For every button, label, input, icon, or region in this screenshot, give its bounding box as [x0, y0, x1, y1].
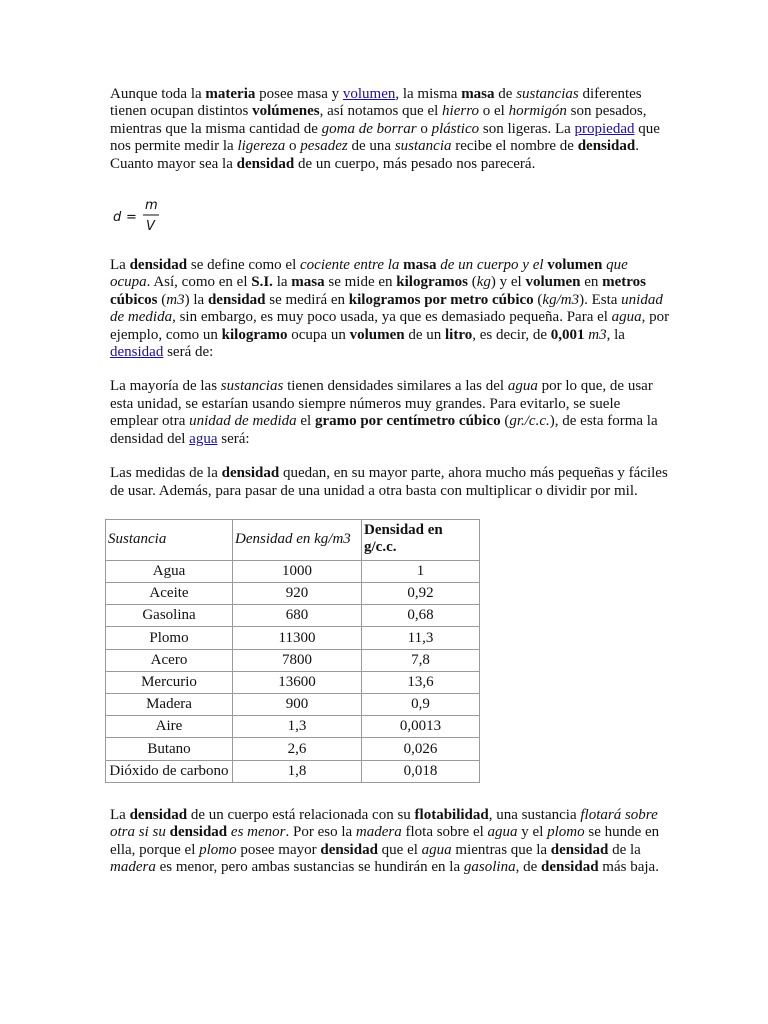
cell-sustancia: Aceite: [106, 583, 233, 605]
cell-sustancia: Mercurio: [106, 671, 233, 693]
cell-sustancia: Butano: [106, 738, 233, 760]
table-row: [106, 560, 480, 582]
paragraph-intro: Aunque toda la materia posee masa y volumen, la misma masa de sustancias diferentes tienen ocupan distintos volúmenes, así notamos que el hierro o el hormigón son pesados, mientras que la misma cantidad de goma de borrar o plástico son ligeras. La propiedad que nos permite medir la ligereza o pesadez de una sustancia recibe el nombre de densidad. Cuanto mayor sea la densidad de un cuerpo, más pesado nos parecerá.: [110, 86, 660, 172]
cell-gcc: 0,9: [362, 694, 480, 716]
cell-sustancia: Gasolina: [106, 605, 233, 627]
formula-lhs: d: [113, 210, 122, 226]
cell-gcc: 0,026: [362, 738, 480, 760]
paragraph-definition: La densidad se define como el cociente entre la masa de un cuerpo y el volumen que ocupa. Así, como en el S.I. la masa se mide en kilogramos (kg) y el volumen en metros cúbicos (m3) la densidad se medirá en kilogramos por metro cúbico (kg/m3). Esta unidad de medida, sin embargo, es muy poco usada, ya que es demasiado pequeña. Para el agua, por ejemplo, como un kilogramo ocupa un volumen de un litro, es decir, de 0,001 m3, la densidad será de:: [110, 257, 670, 361]
formula-eq: =: [126, 210, 137, 226]
table-row: [106, 716, 480, 738]
document-page: [110, 86, 670, 893]
link-propiedad[interactable]: propiedad: [574, 120, 635, 137]
table-row: [106, 671, 480, 693]
cell-kgm3: 1,8: [233, 760, 362, 782]
link-densidad[interactable]: densidad: [110, 344, 164, 361]
table-row: [106, 605, 480, 627]
cell-gcc: 0,018: [362, 760, 480, 782]
paragraph-units: La mayoría de las sustancias tienen densidades similares a las del agua por lo que, de usar esta unidad, se estarían usando siempre números muy grandes. Para evitarlo, se suele emplear otra unidad de medida el gramo por centímetro cúbico (gr./c.c.), de esta forma la densidad del agua será:: [110, 378, 658, 447]
cell-kgm3: 13600: [233, 671, 362, 693]
paragraph-flotabilidad: La densidad de un cuerpo está relacionada con su flotabilidad, una sustancia flotará sobre otra si su densidad es menor. Por eso la madera flota sobre el agua y el plomo se hunde en ella, porque el plomo posee mayor densidad que el agua mientras que la densidad de la madera es menor, pero ambas sustancias se hundirán en la gasolina, de densidad más baja.: [110, 806, 660, 875]
cell-kgm3: 920: [233, 583, 362, 605]
cell-sustancia: Aire: [106, 716, 233, 738]
cell-gcc: 0,68: [362, 605, 480, 627]
table-row: [106, 583, 480, 605]
cell-sustancia: Madera: [106, 694, 233, 716]
cell-kgm3: 1,3: [233, 716, 362, 738]
cell-kgm3: 2,6: [233, 738, 362, 760]
cell-sustancia: Acero: [106, 649, 233, 671]
cell-sustancia: Plomo: [106, 627, 233, 649]
density-table: [105, 519, 480, 783]
cell-sustancia: Dióxido de carbono: [106, 760, 233, 782]
cell-sustancia: Agua: [106, 560, 233, 582]
cell-kgm3: 11300: [233, 627, 362, 649]
formula-denominator: V: [146, 219, 155, 234]
cell-gcc: 11,3: [362, 627, 480, 649]
table-row: [106, 760, 480, 782]
table-header-gcc: Densidad en g/c.c.: [362, 519, 480, 560]
cell-gcc: 0,0013: [362, 716, 480, 738]
link-agua[interactable]: agua: [189, 430, 218, 447]
cell-gcc: 13,6: [362, 671, 480, 693]
cell-gcc: 7,8: [362, 649, 480, 671]
table-row: [106, 738, 480, 760]
cell-gcc: 0,92: [362, 583, 480, 605]
formula-numerator: m: [145, 198, 158, 214]
cell-kgm3: 900: [233, 694, 362, 716]
paragraph-measures: Las medidas de la densidad quedan, en su mayor parte, ahora mucho más pequeñas y fáciles de usar. Además, para pasar de una unidad a otra basta con multiplicar o dividir por mil.: [110, 465, 668, 499]
cell-gcc: 1: [362, 560, 480, 582]
table-header-sustancia: Sustancia: [106, 519, 233, 560]
density-formula: [112, 197, 670, 233]
table-row: [106, 649, 480, 671]
cell-kgm3: 680: [233, 605, 362, 627]
cell-kgm3: 7800: [233, 649, 362, 671]
formula-svg: [112, 197, 172, 233]
table-row: [106, 694, 480, 716]
table-header-row: [106, 519, 480, 560]
table-row: [106, 627, 480, 649]
table-header-kgm3: Densidad en kg/m3: [233, 519, 362, 560]
cell-kgm3: 1000: [233, 560, 362, 582]
link-volumen[interactable]: volumen: [342, 86, 396, 102]
